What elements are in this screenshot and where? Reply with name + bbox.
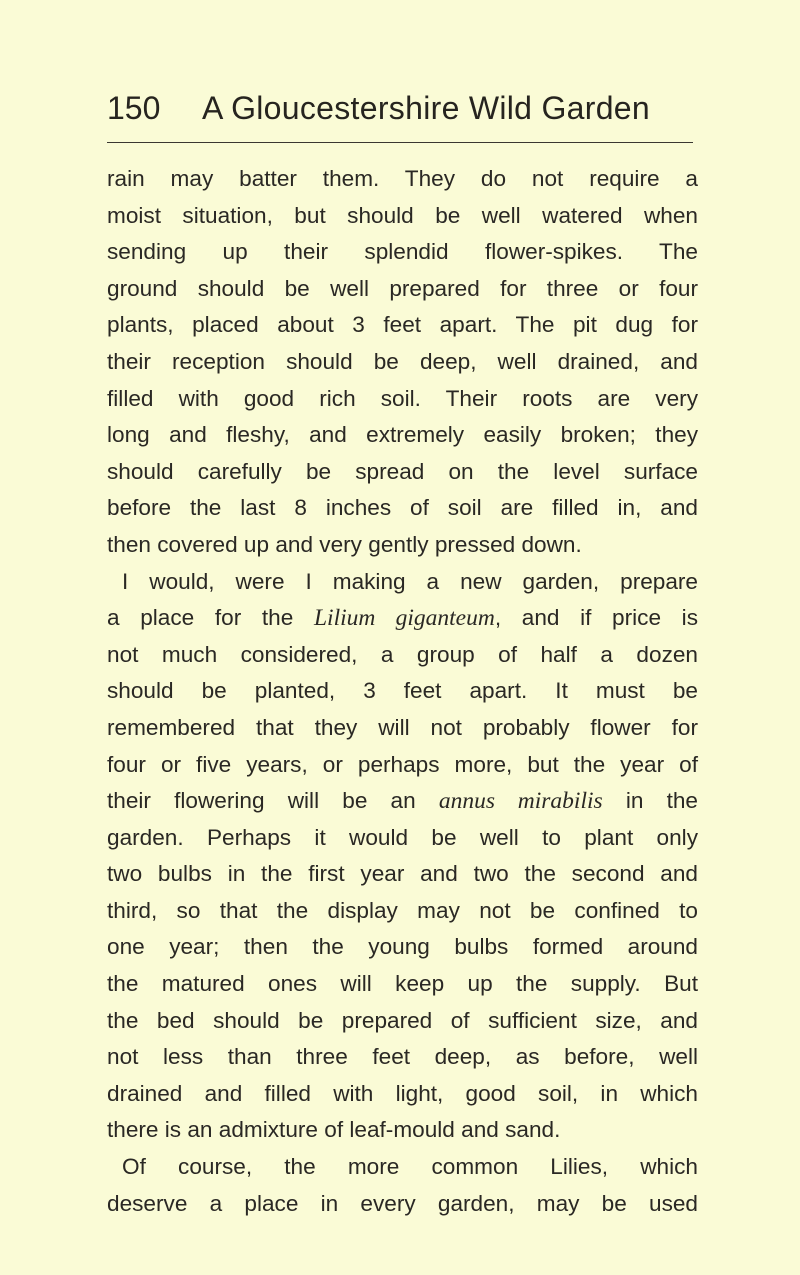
text-line: sending up their splendid flower-spikes. The (107, 239, 698, 265)
text-line: ground should be well prepared for three or four (107, 275, 698, 301)
text-line: filled with good rich soil. Their roots are very (107, 385, 698, 411)
text-line-with-italic (107, 783, 698, 820)
text-line: deserve a place in every garden, may be used (107, 1190, 698, 1216)
text-line: their reception should be deep, well drained, and (107, 348, 698, 374)
text-line-with-italic (107, 600, 698, 637)
paragraph-end-line: there is an admixture of leaf-mould and sand. (107, 1117, 561, 1143)
text-line: should carefully be spread on the level surface (107, 458, 698, 484)
text-line: third, so that the display may not be confined to (107, 897, 698, 923)
paragraph-end-line: then covered up and very gently pressed down. (107, 531, 582, 557)
italic-latin-phrase: annus mirabilis (438, 788, 603, 815)
text-line: four or five years, or perhaps more, but the year of (107, 751, 698, 777)
text-line: rain may batter them. They do not require a (107, 166, 698, 191)
text-line: before the last 8 inches of soil are filled in, and (107, 495, 698, 521)
text-line: the bed should be prepared of sufficient size, and (107, 1007, 698, 1033)
body-text (107, 161, 698, 1222)
paragraph-start-line: Of course, the more common Lilies, which (122, 1154, 698, 1180)
text-run: in the (602, 788, 698, 814)
text-line: drained and filled with light, good soil, in which (107, 1080, 698, 1106)
page-number: 150 (107, 90, 161, 126)
text-line: plants, placed about 3 feet apart. The pit dug for (107, 312, 698, 338)
text-run: a place for the (107, 605, 314, 631)
text-run: , and if price is (494, 605, 699, 631)
text-line: not much considered, a group of half a dozen (107, 641, 698, 667)
running-title: A Gloucestershire Wild Garden (202, 90, 650, 126)
text-run: their flowering will be an (107, 788, 439, 814)
text-line: the matured ones will keep up the supply. But (107, 971, 698, 997)
text-line: garden. Perhaps it would be well to plant only (107, 824, 698, 850)
header-rule (107, 142, 693, 143)
text-line: one year; then the young bulbs formed around (107, 934, 698, 960)
text-line: not less than three feet deep, as before, well (107, 1044, 698, 1070)
text-line: should be planted, 3 feet apart. It must be (107, 678, 698, 704)
text-line: two bulbs in the first year and two the second and (107, 861, 698, 887)
italic-botanical-name: Lilium giganteum (313, 605, 495, 632)
text-line: long and fleshy, and extremely easily broken; they (107, 422, 698, 448)
text-line: remembered that they will not probably flower for (107, 714, 698, 740)
running-head (107, 84, 693, 132)
paragraph-start-line: I would, were I making a new garden, prepare (122, 568, 698, 594)
text-line: moist situation, but should be well watered when (107, 202, 698, 228)
